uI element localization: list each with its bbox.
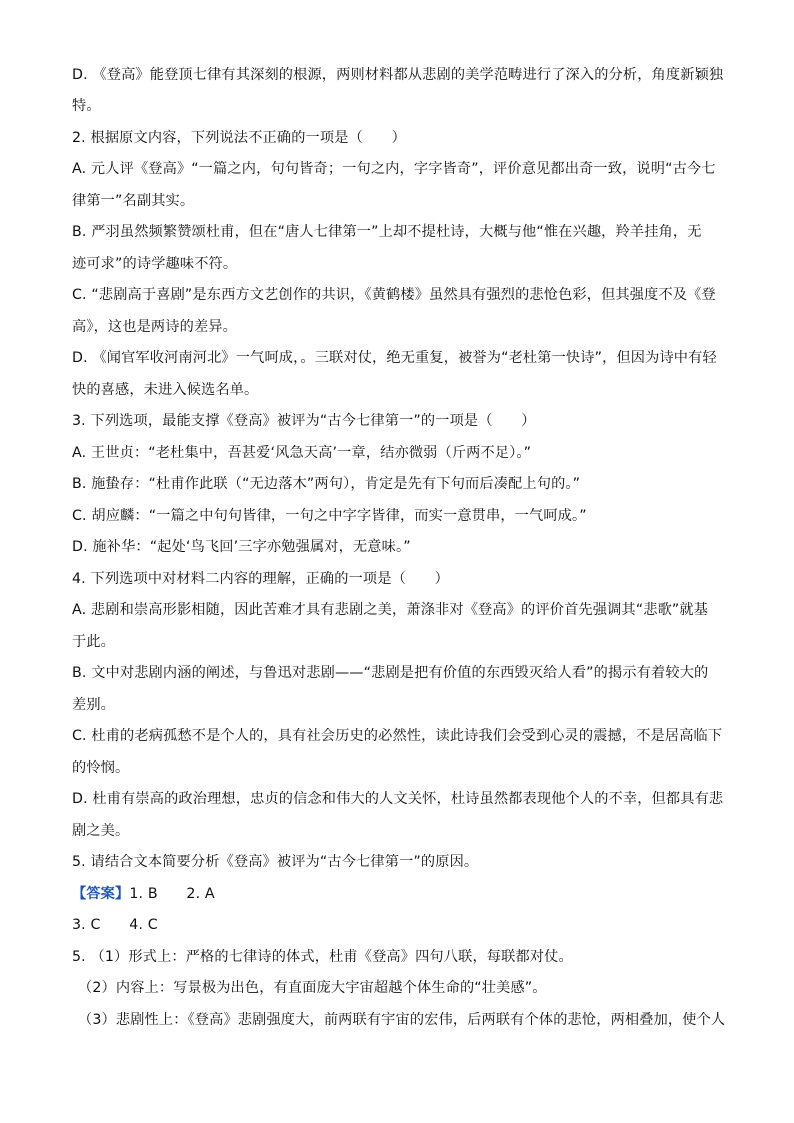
option-4d: D. 杜甫有崇高的政治理想，忠贞的信念和伟大的人文关怀，杜诗虽然都表现他个人的不幸，但都具有悲 — [72, 791, 724, 807]
option-3c: C. 胡应麟：“一篇之中句句皆律，一句之中字字皆律，而实一意贯串，一气呵成。” — [72, 508, 587, 524]
answer-line — [72, 884, 722, 904]
option-4a: A. 悲剧和崇高形影相随，因此苦难才具有悲剧之美，萧涤非对《登高》的评价首先强调其“悲歌”就基 — [72, 602, 709, 618]
question-2-stem: 2. 根据原文内容，下列说法不正确的一项是（ ） — [72, 130, 406, 146]
option-4b: B. 文中对悲剧内涵的阐述，与鲁迅对悲剧——“悲剧是把有价值的东西毁灭给人看”的揭示有着较大的 — [72, 665, 709, 681]
option-3a: A. 王世贞：“老杜集中，吾甚爱‘风急天高’一章，结亦微弱（斤两不足）。” — [72, 445, 532, 461]
option-2c: C. “悲剧高于喜剧”是东西方文艺创作的共识，《黄鹤楼》虽然具有强烈的悲怆色彩，但其强度不及《登 — [72, 287, 716, 303]
text-line: 迹可求”的诗学趣味不符。 — [72, 256, 238, 272]
answer-5-part-2: （2）内容上：写景极为出色，有直面庞大宇宙超越个体生命的“壮美感”。 — [78, 980, 547, 996]
option-3d: D. 施补华：“起处‘鸟飞回’三字亦勉强属对，无意味。” — [72, 539, 411, 555]
option-2d: D. 《闻官军收河南河北》一气呵成，。三联对仗，绝无重复，被誉为“老杜第一快诗”，但因为诗中有轻 — [72, 350, 717, 366]
answer-5-part-1: 5. （1）形式上：严格的七律诗的体式，杜甫《登高》四句八联，每联都对仗。 — [72, 949, 573, 965]
question-3-stem: 3. 下列选项，最能支撑《登高》被评为“古今七律第一”的一项是（ ） — [72, 413, 536, 429]
question-4-stem: 4. 下列选项中对材料二内容的理解，正确的一项是（ ） — [72, 571, 449, 587]
text-line: 高》，这也是两诗的差异。 — [72, 319, 237, 335]
text-line: D. 《登高》能登顶七律有其深刻的根源，两则材料都从悲剧的美学范畴进行了深入的分析，角度新颖独 — [72, 67, 724, 83]
text-line: 于此。 — [72, 634, 116, 650]
answer-tag: 【答案】 — [72, 886, 130, 902]
option-3b: B. 施蛰存：“杜甫作此联（“无边落木”两句），肯定是先有下句而后凑配上句的。” — [72, 476, 581, 492]
option-4c: C. 杜甫的老病孤愁不是个人的，具有社会历史的必然性，读此诗我们会受到心灵的震撼，不是居高临下 — [72, 728, 723, 744]
text-line: 特。 — [72, 98, 101, 114]
question-5-stem: 5. 请结合文本简要分析《登高》被评为“古今七律第一”的原因。 — [72, 854, 479, 870]
option-2b: B. 严羽虽然频繁赞颂杜甫，但在“唐人七律第一”上却不提杜诗，大概与他“惟在兴趣，羚羊挂角，无 — [72, 224, 702, 240]
text-line: 差别。 — [72, 697, 116, 713]
answer-3-4: 3. C 4. C — [72, 917, 158, 933]
text-line: 剧之美。 — [72, 823, 130, 839]
text-line: 的怜悯。 — [72, 760, 130, 776]
text-line: 律第一”名副其实。 — [72, 193, 195, 209]
text-line: 快的喜感，未进入候选名单。 — [72, 382, 259, 398]
answer-1-2: 1. B 2. A — [129, 886, 215, 902]
option-2a: A. 元人评《登高》“一篇之内，句句皆奇；一句之内，字字皆奇”，评价意见都出奇一致，说明“古今七 — [72, 161, 716, 177]
answer-5-part-3: （3）悲剧性上：《登高》悲剧强度大，前两联有宇宙的宏伟，后两联有个体的悲怆，两相叠加，使个人 — [78, 1012, 726, 1028]
